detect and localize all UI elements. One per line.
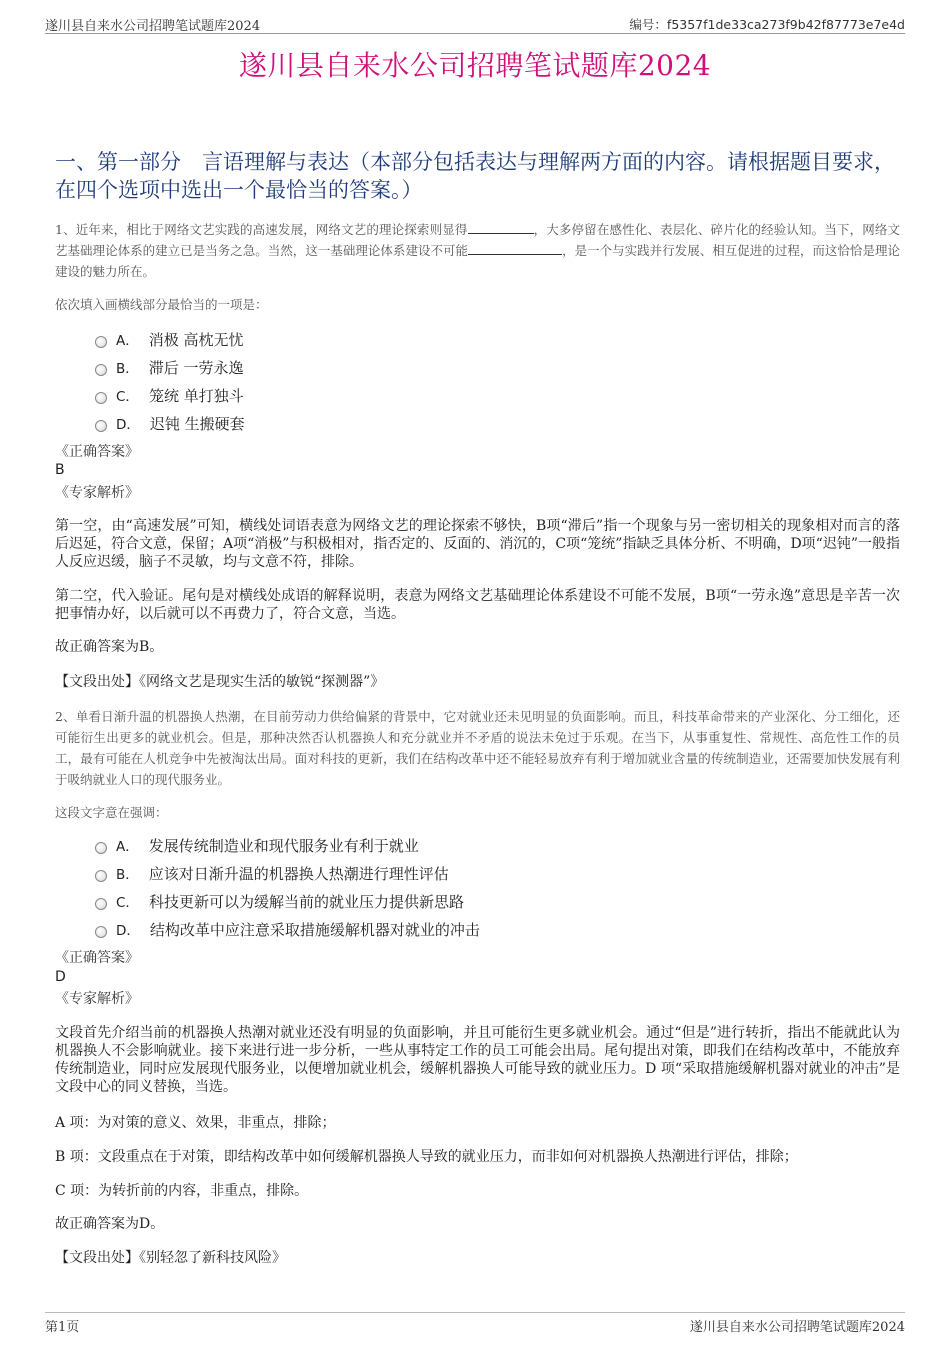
option-letter: B．	[116, 867, 139, 883]
analysis-label: 《专家解析》	[55, 485, 139, 501]
option-letter: A．	[116, 333, 139, 349]
analysis-paragraph: 第一空，由“高速发展”可知，横线处词语表意为网络文艺的理论探索不够快，B项“滞后”指一个现象与另一密切相关的现象相对而言的落后迟延，符合文意，保留；A项“消极”与积极相对，指否定的、反面的、消沉的，C项“笼统”指缺乏具体分析、不明确，D项“迟钝”一般指人反应迟缓，脑子不灵敏，均与文意不符，排除。	[55, 518, 900, 570]
option-letter: B．	[116, 361, 139, 377]
radio-icon[interactable]	[95, 420, 107, 432]
option-text: 科技更新可以为缓解当前的就业压力提供新思路	[148, 892, 464, 911]
radio-icon[interactable]	[95, 898, 107, 910]
q1-text-part1: 1、近年来，相比于网络文艺实践的高速发展，网络文艺的理论探索则显得	[55, 222, 468, 237]
question-2-options	[95, 831, 480, 943]
document-id: 编号：f5357f1de33ca273f9b42f87773e7e4d	[629, 17, 905, 32]
source-citation: 【文段出处】《别轻忽了新科技风险》	[55, 1250, 286, 1266]
option-text: 消极 高枕无忧	[148, 330, 244, 349]
source-citation: 【文段出处】《网络文艺是现实生活的敏锐“探测器”》	[55, 674, 385, 690]
option-text: 应该对日渐升温的机器换人热潮进行理性评估	[148, 864, 449, 883]
analysis-label: 《专家解析》	[55, 991, 139, 1007]
option-b[interactable]	[95, 353, 245, 381]
analysis-paragraph: 第二空，代入验证。尾句是对横线处成语的解释说明，表意为网络文艺基础理论体系建设不可能不发展，B项“一劳永逸”意思是辛苦一次把事情办好，以后就可以不再费力了，符合文意，当选。	[55, 588, 900, 622]
option-d[interactable]	[95, 409, 245, 437]
answer-value: D	[55, 969, 66, 985]
header-title: 遂川县自来水公司招聘笔试题库2024	[45, 19, 261, 34]
radio-icon[interactable]	[95, 926, 107, 938]
option-b[interactable]	[95, 859, 480, 887]
option-text: 滞后 一劳永逸	[148, 358, 244, 377]
option-a[interactable]	[95, 831, 480, 859]
analysis-point: A 项：为对策的意义、效果，非重点，排除；	[55, 1115, 336, 1131]
option-letter: D．	[116, 417, 140, 433]
analysis-conclusion: 故正确答案为D。	[55, 1216, 165, 1232]
radio-icon[interactable]	[95, 842, 107, 854]
fill-blank-2	[468, 254, 562, 255]
answer-label: 《正确答案》	[55, 444, 139, 460]
option-letter: A．	[116, 839, 139, 855]
page-footer	[45, 1312, 905, 1333]
fill-blank-1	[468, 233, 534, 234]
question-1-text	[55, 219, 900, 282]
radio-icon[interactable]	[95, 336, 107, 348]
q1-text-part3: ，是一个与实践并行发展、相互促进的过程，而这恰恰是理论建设的魅力所在。	[55, 243, 900, 279]
question-1-prompt: 依次填入画横线部分最恰当的一项是：	[55, 297, 268, 312]
radio-icon[interactable]	[95, 364, 107, 376]
option-text: 结构改革中应注意采取措施缓解机器对就业的冲击	[149, 920, 480, 939]
page-number: 第1页	[45, 1320, 80, 1335]
section-heading: 一、第一部分 言语理解与表达（本部分包括表达与理解两方面的内容。请根据题目要求，在四个选项中选出一个最恰当的答案。）	[55, 150, 895, 202]
page-header	[45, 13, 905, 34]
q1-text-part2: ，大多停留在感性化、表层化、碎片化的经验认知。当下，网络文艺基础理论体系的建立已是当务之急。当然，这一基础理论体系建设不可能	[55, 222, 900, 258]
question-1-options	[95, 325, 245, 437]
footer-title: 遂川县自来水公司招聘笔试题库2024	[689, 1320, 905, 1335]
radio-icon[interactable]	[95, 870, 107, 882]
option-text: 迟钝 生搬硬套	[149, 414, 245, 433]
question-2-text: 2、单看日渐升温的机器换人热潮，在目前劳动力供给偏紧的背景中，它对就业还未见明显的负面影响。而且，科技革命带来的产业深化、分工细化，还可能衍生出更多的就业机会。但是，那种决然否认机器换人和充分就业并不矛盾的说法未免过于乐观。在当下，从事重复性、常规性、高危性工作的员工，最有可能在人机竞争中先被淘汰出局。面对科技的更新，我们在结构改革中还不能轻易放弃有利于增加就业含量的传统制造业，还需要加快发展有利于吸纳就业人口的现代服务业。	[55, 709, 900, 787]
page-title: 遂川县自来水公司招聘笔试题库2024	[238, 49, 712, 82]
analysis-conclusion: 故正确答案为B。	[55, 639, 164, 655]
option-c[interactable]	[95, 381, 245, 409]
answer-value: B	[55, 462, 65, 478]
analysis-point: C 项：为转折前的内容，非重点，排除。	[55, 1183, 309, 1199]
option-text: 发展传统制造业和现代服务业有利于就业	[148, 836, 419, 855]
option-c[interactable]	[95, 887, 480, 915]
option-a[interactable]	[95, 325, 245, 353]
option-letter: C．	[116, 895, 139, 911]
question-2-prompt: 这段文字意在强调：	[55, 805, 168, 820]
answer-label: 《正确答案》	[55, 950, 139, 966]
analysis-point: B 项：文段重点在于对策，即结构改革中如何缓解机器换人导致的就业压力，而非如何对机器换人热潮进行评估，排除；	[55, 1149, 798, 1165]
radio-icon[interactable]	[95, 392, 107, 404]
option-letter: C．	[116, 389, 139, 405]
option-d[interactable]	[95, 915, 480, 943]
option-letter: D．	[116, 923, 140, 939]
option-text: 笼统 单打独斗	[148, 386, 244, 405]
analysis-paragraph: 文段首先介绍当前的机器换人热潮对就业还没有明显的负面影响，并且可能衍生更多就业机会。通过“但是”进行转折，指出不能就此认为机器换人不会影响就业。接下来进行进一步分析，一些从事特定工作的员工可能会出局。尾句提出对策，即我们在结构改革中，不能放弃传统制造业，同时应发展现代服务业，以便增加就业机会，缓解机器换人可能导致的就业压力。D 项“采取措施缓解机器对就业的冲击”是文段中心的同义替换，当选。	[55, 1025, 900, 1095]
